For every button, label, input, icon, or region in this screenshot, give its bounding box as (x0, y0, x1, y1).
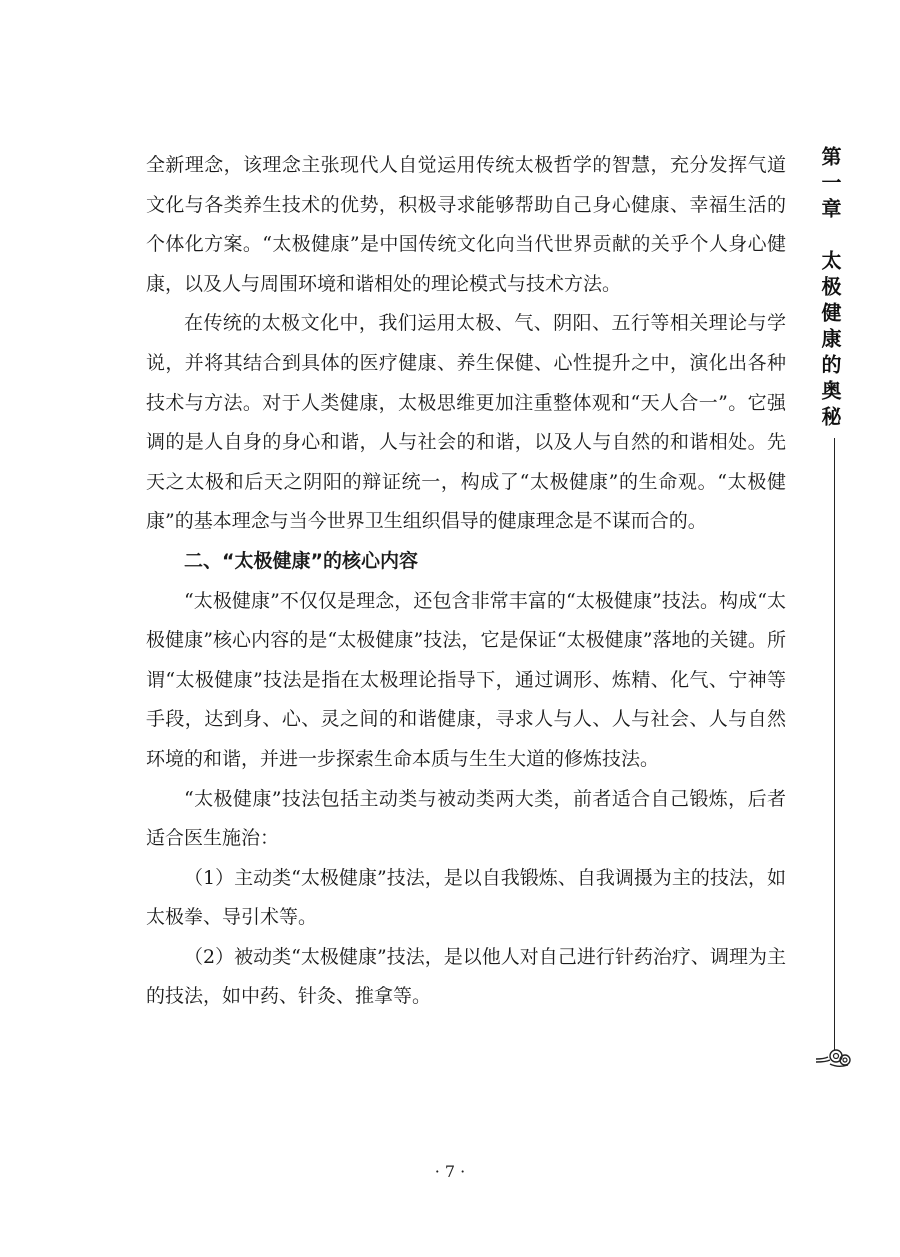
paragraph-technique-categories: “太极健康”技法包括主动类与被动类两大类，前者适合自己锻炼，后者适合医生施治： (146, 787, 786, 850)
paragraph-passive-techniques: （2）被动类“太极健康”技法，是以他人对自己进行针药治疗、调理为主的技法，如中药、针灸、推拿等。 (146, 945, 786, 1008)
paragraph-taiji-culture: 在传统的太极文化中，我们运用太极、气、阴阳、五行等相关理论与学说，并将其结合到具体的医疗健康、养生保健、心性提升之中，演化出各种技术与方法。对于人类健康，太极思维更加注重整体观和“天人合一”。它强调的是人自身的身心和谐，人与社会的和谐，以及人与自然的和谐相处。先天之太极和后天之阴阳的辩证统一，构成了“太极健康”的生命观。“太极健康”的基本理念与当今世界卫生组织倡导的健康理念是不谋而合的。 (146, 312, 786, 533)
paragraph-active-techniques: （1）主动类“太极健康”技法，是以自我锻炼、自我调摄为主的技法，如太极拳、导引术等。 (146, 866, 786, 929)
body-text (146, 146, 786, 1017)
sidebar-rule (834, 438, 835, 1050)
paragraph-core-content: “太极健康”不仅仅是理念，还包含非常丰富的“太极健康”技法。构成“太极健康”核心内容的是“太极健康”技法，它是保证“太极健康”落地的关键。所谓“太极健康”技法是指在太极理论指导下，通过调形、炼精、化气、宁神等手段，达到身、心、灵之间的和谐健康，寻求人与人、人与社会、人与自然环境的和谐，并进一步探索生命本质与生生大道的修炼技法。 (146, 589, 786, 770)
cloud-ornament-icon (814, 1046, 854, 1077)
page-number: · 7 · (434, 1162, 466, 1181)
paragraph-continuation: 全新理念，该理念主张现代人自觉运用传统太极哲学的智慧，充分发挥气道文化与各类养生技术的优势，积极寻求能够帮助自己身心健康、幸福生活的个体化方案。“太极健康”是中国传统文化向当代世界贡献的关乎个人身心健康，以及人与周围环境和谐相处的理论模式与技术方法。 (146, 154, 786, 295)
section-heading: 二、“太极健康”的核心内容 (184, 549, 418, 572)
chapter-sidebar (812, 146, 852, 966)
chapter-header: 第一章 太极健康的奥秘 (818, 146, 842, 432)
